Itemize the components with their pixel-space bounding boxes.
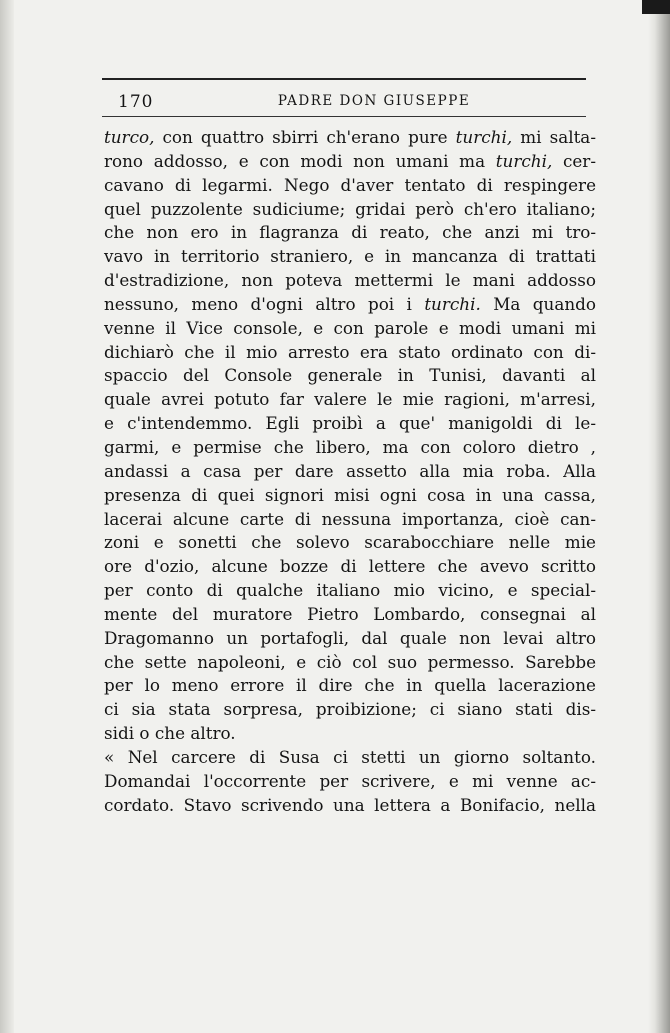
text-segment: cordato. Stavo scrivendo una lettera a Bonifacio, nella	[104, 794, 596, 815]
text-line	[104, 174, 596, 198]
text-line	[104, 531, 596, 555]
text-segment: cavano di legarmi. Nego d'aver tentato di respingere	[104, 174, 596, 195]
text-line	[104, 412, 596, 436]
text-line	[104, 198, 596, 222]
header-rule	[102, 116, 586, 117]
page-number: 170	[118, 92, 154, 112]
text-line	[104, 269, 596, 293]
text-line	[104, 341, 596, 365]
text-segment: dichiarò che il mio arresto era stato ordinato con di-	[104, 341, 596, 362]
text-line	[104, 388, 596, 412]
text-segment: zoni e sonetti che solevo scarabocchiare nelle mie	[104, 532, 596, 553]
text-segment: spaccio del Console generale in Tunisi, davanti al	[104, 365, 596, 386]
text-segment: ore d'ozio, alcune bozze di lettere che avevo scritto	[104, 556, 596, 577]
text-line	[104, 722, 596, 746]
text-segment: per lo meno errore il dire che in quella lacerazione	[104, 675, 596, 696]
italic-text: turchi,	[495, 150, 553, 171]
text-line	[104, 150, 596, 174]
text-segment: quale avrei potuto far valere le mie ragioni, m'arresi,	[104, 389, 596, 410]
text-segment: che sette napoleoni, e ciò col suo permesso. Sarebbe	[104, 651, 596, 672]
text-segment: « Nel carcere di Susa ci stetti un giorno soltanto.	[104, 746, 596, 767]
text-line	[104, 579, 596, 603]
text-segment: per conto di qualche italiano mio vicino, e special-	[104, 580, 596, 601]
text-line	[104, 317, 596, 341]
text-segment: Ma quando	[480, 293, 596, 314]
text-segment: vavo in territorio straniero, e in mancanza di trattati	[104, 246, 596, 267]
text-segment: che non ero in flagranza di reato, che anzi mi tro-	[104, 222, 596, 243]
text-segment: Domandai l'occorrente per scrivere, e mi venne ac-	[104, 770, 596, 791]
text-segment: Dragomanno un portafogli, dal quale non levai altro	[104, 627, 596, 648]
text-segment: mi salta-	[512, 127, 596, 147]
text-line	[104, 364, 596, 388]
text-segment: garmi, e permise che libero, ma con coloro dietro ,	[104, 436, 596, 457]
text-segment: quel puzzolente sudiciume; gridai però ch'ero italiano;	[104, 198, 596, 219]
text-line	[104, 245, 596, 269]
page-edge-left	[0, 0, 14, 1033]
text-segment: mente del muratore Pietro Lombardo, consegnai al	[104, 603, 596, 624]
text-segment: presenza di quei signori misi ogni cosa in una cassa,	[104, 484, 596, 505]
text-line	[104, 770, 596, 794]
text-segment: e c'intendemmo. Egli proibì a que' manigoldi di le-	[104, 413, 596, 434]
page-header	[102, 90, 586, 116]
text-segment: andassi a casa per dare assetto alla mia roba. Alla	[104, 460, 596, 481]
italic-text: turchi.	[424, 293, 481, 314]
top-rule	[102, 78, 586, 80]
text-segment: con quattro sbirri ch'erano pure	[154, 127, 456, 147]
text-line	[104, 746, 596, 770]
text-segment: cer-	[552, 150, 597, 171]
body-text	[104, 126, 596, 817]
text-line	[104, 436, 596, 460]
page-edge-right	[648, 0, 670, 1033]
text-line	[104, 508, 596, 532]
text-segment: rono addosso, e con modi non umani ma	[104, 150, 496, 171]
text-line	[104, 698, 596, 722]
text-line	[104, 126, 596, 150]
text-line	[104, 484, 596, 508]
text-segment: d'estradizione, non poteva mettermi le mani addosso	[104, 270, 596, 291]
text-line	[104, 627, 596, 651]
text-line	[104, 460, 596, 484]
running-title: PADRE DON GIUSEPPE	[277, 93, 471, 109]
italic-text: turchi,	[455, 127, 513, 147]
text-segment: nessuno, meno d'ogni altro poi i	[104, 293, 425, 314]
text-line	[104, 603, 596, 627]
text-line	[104, 221, 596, 245]
text-segment: sidi o che altro.	[104, 723, 236, 744]
italic-text: turco,	[104, 127, 155, 147]
text-segment: ci sia stata sorpresa, proibizione; ci siano stati dis-	[104, 699, 596, 720]
text-line	[104, 674, 596, 698]
text-line	[104, 555, 596, 579]
text-segment: venne il Vice console, e con parole e modi umani mi	[104, 317, 596, 338]
text-segment: lacerai alcune carte di nessuna importanza, cioè can-	[104, 508, 596, 529]
text-line	[104, 293, 596, 317]
text-line	[104, 794, 596, 818]
corner-mark	[642, 0, 670, 14]
text-line	[104, 651, 596, 675]
